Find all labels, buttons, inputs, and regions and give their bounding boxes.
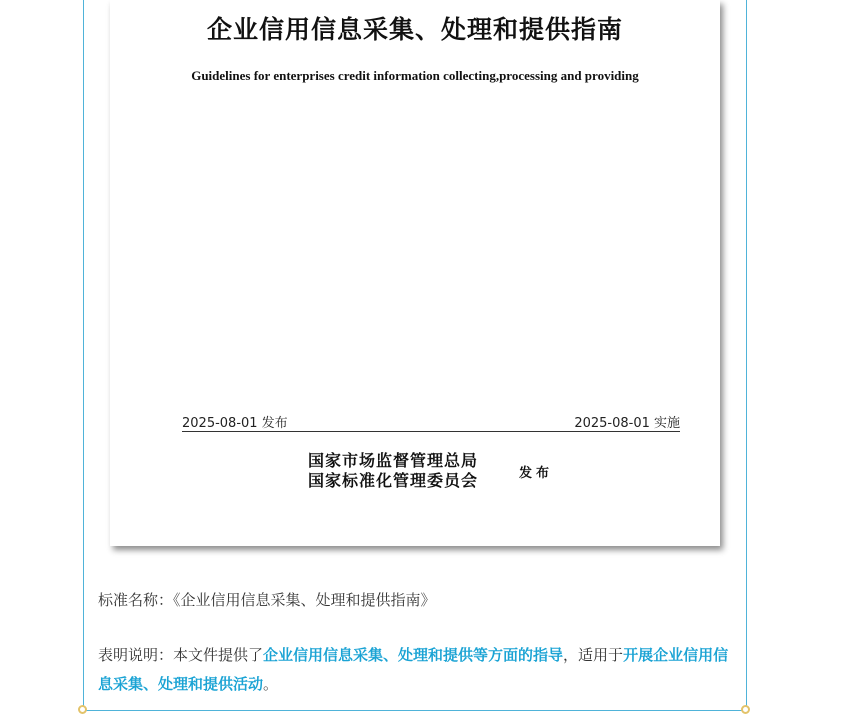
description-highlight-1: 企业信用信息采集、处理和提供等方面的指导 bbox=[263, 646, 564, 664]
corner-dot-right bbox=[741, 705, 750, 714]
corner-dot-left bbox=[78, 705, 87, 714]
standard-name-line bbox=[98, 589, 738, 610]
description-text-2: ，适用于 bbox=[563, 646, 624, 664]
issue-word: 发布 bbox=[519, 466, 554, 481]
frame-right-line bbox=[746, 0, 747, 711]
frame-bottom-line bbox=[83, 710, 747, 711]
standard-name-value: 《企业信用信息采集、处理和提供指南》 bbox=[173, 591, 436, 609]
description-end: 。 bbox=[263, 675, 279, 693]
issuer-name-2: 国家标准化管理委员会 bbox=[308, 471, 479, 490]
description-label: 表明说明： bbox=[98, 646, 174, 664]
frame-left-line bbox=[83, 0, 84, 711]
cover-title-chinese: 企业信用信息采集、处理和提供指南 bbox=[206, 15, 623, 44]
standard-cover-page bbox=[110, 0, 720, 546]
implement-date: 2025-08-01 实施 bbox=[574, 416, 680, 431]
description-paragraph bbox=[98, 641, 738, 699]
standard-name-label: 标准名称： bbox=[98, 591, 174, 609]
cover-title-english: Guidelines for enterprises credit information collecting,processing and providing bbox=[191, 68, 639, 83]
description-text-1: 本文件提供了 bbox=[173, 646, 264, 664]
publish-date: 2025-08-01 发布 bbox=[182, 416, 288, 431]
description-highlight-2: 开展企业信用信息采集、处理和提供活动 bbox=[98, 646, 729, 693]
issuer-name-1: 国家市场监督管理总局 bbox=[308, 451, 479, 470]
date-divider bbox=[182, 431, 680, 432]
issuer-block bbox=[308, 451, 478, 491]
